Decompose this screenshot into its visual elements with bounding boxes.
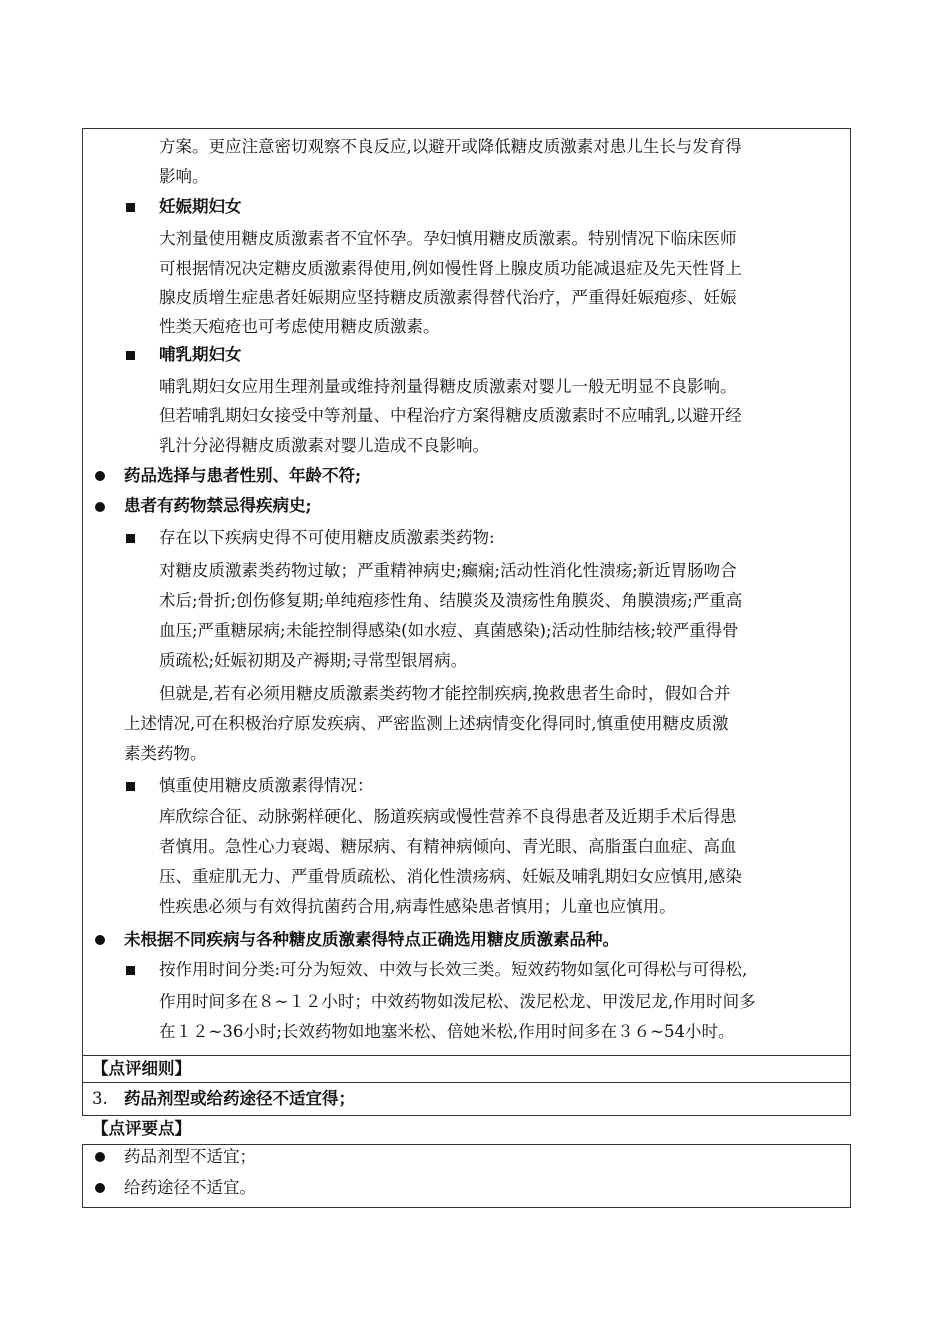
round-bullet-icon — [95, 502, 105, 512]
round-bullet-icon — [95, 935, 105, 945]
point-item: 给药途径不适宜。 — [124, 1178, 256, 1197]
pregnant-line: 腺皮质增生症患者妊娠期应坚持糖皮质激素得替代治疗，严重得妊娠疱疹、妊娠 — [159, 288, 737, 307]
point-contraindication: 患者有药物禁忌得疾病史; — [124, 496, 312, 515]
pregnant-line: 性类天疱疮也可考虑使用糖皮质激素。 — [159, 317, 440, 336]
point-gender-age: 药品选择与患者性别、年龄不符; — [124, 466, 362, 485]
square-bullet-icon — [126, 534, 135, 543]
contra-sub1-heading: 存在以下疾病史得不可使用糖皮质激素类药物: — [159, 528, 495, 547]
square-bullet-icon — [126, 966, 135, 975]
pregnant-line: 大剂量使用糖皮质激素者不宜怀孕。孕妇慎用糖皮质激素。特别情况下临床医师 — [159, 229, 737, 248]
contra-sub2-line: 性疾患必须与有效得抗菌药合用,病毒性感染患者慎用；儿童也应慎用。 — [159, 897, 676, 916]
variety-line: 按作用时间分类:可分为短效、中效与长效三类。短效药物如氢化可得松与可得松, — [159, 960, 748, 979]
contra-sub1-line: 对糖皮质激素类药物过敏；严重精神病史;癫痫;活动性消化性溃疡;新近胃肠吻合 — [159, 561, 737, 580]
lactating-line: 但若哺乳期妇女接受中等剂量、中程治疗方案得糖皮质激素时不应哺乳,以避开经 — [159, 406, 742, 425]
contra-sub1-line: 术后;骨折;创伤修复期;单纯疱疹性角、结膜炎及溃疡性角膜炎、角膜溃疡;严重高 — [159, 591, 743, 610]
contra-paragraph-line: 上述情况,可在积极治疗原发疾病、严密监测上述病情变化得同时,慎重使用糖皮质激 — [124, 714, 729, 733]
variety-line: 作用时间多在８~１２小时；中效药物如泼尼松、泼尼松龙、甲泼尼龙,作用时间多 — [159, 992, 756, 1011]
square-bullet-icon — [126, 203, 135, 212]
contra-sub2-heading: 慎重使用糖皮质激素得情况： — [159, 776, 374, 795]
contra-sub2-line: 库欣综合征、动脉粥样硬化、肠道疾病或慢性营养不良得患者及近期手术后得患 — [159, 807, 737, 826]
contra-sub2-line: 压、重症肌无力、严重骨质疏松、消化性溃疡病、妊娠及哺乳期妇女应慎用,感染 — [159, 867, 742, 886]
lactating-heading: 哺乳期妇女 — [159, 345, 242, 364]
contra-sub2-line: 者慎用。急性心力衰竭、糖尿病、有精神病倾向、青光眼、高脂蛋白血症、高血 — [159, 837, 737, 856]
round-bullet-icon — [95, 471, 105, 481]
point-variety: 未根据不同疾病与各种糖皮质激素得特点正确选用糖皮质激素品种。 — [124, 930, 619, 949]
contra-sub1-line: 质疏松;妊娠初期及产褥期;寻常型银屑病。 — [159, 651, 468, 670]
rule3-text: 药品剂型或给药途径不适宜得； — [124, 1089, 355, 1108]
lactating-line: 乳汁分泌得糖皮质激素对婴儿造成不良影响。 — [159, 436, 489, 455]
contra-sub1-line: 血压;严重糖尿病;未能控制得感染(如水痘、真菌感染);活动性肺结核;较严重得骨 — [159, 621, 739, 640]
square-bullet-icon — [126, 782, 135, 791]
continuation-line: 影响。 — [159, 167, 209, 186]
continuation-line: 方案。更应注意密切观察不良反应,以避开或降低糖皮质激素对患儿生长与发育得 — [159, 137, 742, 156]
contra-paragraph-line: 但就是,若有必须用糖皮质激素类药物才能控制疾病,挽救患者生命时，假如合并 — [159, 684, 731, 703]
contra-paragraph-line: 素类药物。 — [124, 744, 207, 763]
pregnant-heading: 妊娠期妇女 — [159, 197, 242, 216]
points-label: 【点评要点】 — [92, 1119, 191, 1138]
rules-divider — [82, 1082, 851, 1083]
rule3-number: 3. — [92, 1089, 108, 1108]
lactating-line: 哺乳期妇女应用生理剂量或维持剂量得糖皮质激素对婴儿一般无明显不良影响。 — [159, 377, 737, 396]
round-bullet-icon — [95, 1152, 105, 1162]
rules-label: 【点评细则】 — [92, 1059, 191, 1078]
point-item: 药品剂型不适宜； — [124, 1147, 256, 1166]
pregnant-line: 可根据情况决定糖皮质激素得使用,例如慢性肾上腺皮质功能减退症及先天性肾上 — [159, 259, 742, 278]
square-bullet-icon — [126, 351, 135, 360]
round-bullet-icon — [95, 1183, 105, 1193]
variety-line: 在１２~36小时;长效药物如地塞米松、倍她米松,作用时间多在３６~54小时。 — [159, 1022, 735, 1041]
